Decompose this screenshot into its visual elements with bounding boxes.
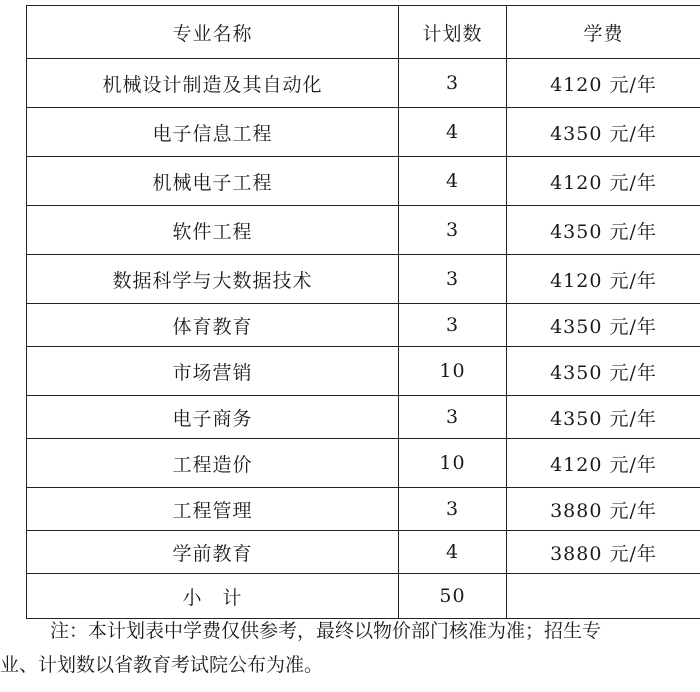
table-row <box>27 396 700 439</box>
footnote <box>0 614 700 682</box>
fee-cell: 4350 元/年 <box>507 347 700 396</box>
subtotal-label: 小 计 <box>27 574 399 619</box>
major-cell: 学前教育 <box>27 531 399 574</box>
table-row <box>27 347 700 396</box>
table-row <box>27 439 700 488</box>
plan-cell: 3 <box>399 206 507 255</box>
major-cell: 电子商务 <box>27 396 399 439</box>
major-cell: 机械电子工程 <box>27 157 399 206</box>
plan-cell: 3 <box>399 255 507 304</box>
major-cell: 软件工程 <box>27 206 399 255</box>
plan-cell: 3 <box>399 488 507 531</box>
fee-cell: 4350 元/年 <box>507 396 700 439</box>
table-row <box>27 531 700 574</box>
major-cell: 体育教育 <box>27 304 399 347</box>
plan-cell: 3 <box>399 304 507 347</box>
plan-cell: 4 <box>399 531 507 574</box>
major-cell: 电子信息工程 <box>27 108 399 157</box>
major-cell: 数据科学与大数据技术 <box>27 255 399 304</box>
header-major-name: 专业名称 <box>27 6 399 59</box>
fee-cell: 3880 元/年 <box>507 531 700 574</box>
fee-cell: 4120 元/年 <box>507 255 700 304</box>
fee-cell: 4350 元/年 <box>507 304 700 347</box>
major-cell: 工程管理 <box>27 488 399 531</box>
header-plan-count: 计划数 <box>399 6 507 59</box>
fee-cell: 4350 元/年 <box>507 108 700 157</box>
major-cell: 机械设计制造及其自动化 <box>27 59 399 108</box>
subtotal-row <box>27 574 700 619</box>
fee-cell: 4120 元/年 <box>507 59 700 108</box>
major-cell: 工程造价 <box>27 439 399 488</box>
plan-cell: 4 <box>399 157 507 206</box>
major-cell: 市场营销 <box>27 347 399 396</box>
table-row <box>27 206 700 255</box>
table-header-row <box>27 6 700 59</box>
tuition-plan-table <box>26 5 700 619</box>
subtotal-plan: 50 <box>399 574 507 619</box>
fee-cell: 4120 元/年 <box>507 439 700 488</box>
tuition-table-container <box>26 5 700 619</box>
table-row <box>27 304 700 347</box>
fee-cell: 4350 元/年 <box>507 206 700 255</box>
table-row <box>27 108 700 157</box>
table-row <box>27 488 700 531</box>
footnote-line-2: 业、计划数以省教育考试院公布为准。 <box>0 654 324 676</box>
footnote-line-1: 注：本计划表中学费仅供参考，最终以物价部门核准为准；招生专 <box>50 620 602 642</box>
plan-cell: 3 <box>399 396 507 439</box>
table-row <box>27 59 700 108</box>
plan-cell: 10 <box>399 347 507 396</box>
table-row <box>27 255 700 304</box>
header-tuition: 学费 <box>507 6 700 59</box>
subtotal-fee <box>507 574 700 619</box>
plan-cell: 3 <box>399 59 507 108</box>
table-row <box>27 157 700 206</box>
plan-cell: 4 <box>399 108 507 157</box>
fee-cell: 4120 元/年 <box>507 157 700 206</box>
fee-cell: 3880 元/年 <box>507 488 700 531</box>
plan-cell: 10 <box>399 439 507 488</box>
